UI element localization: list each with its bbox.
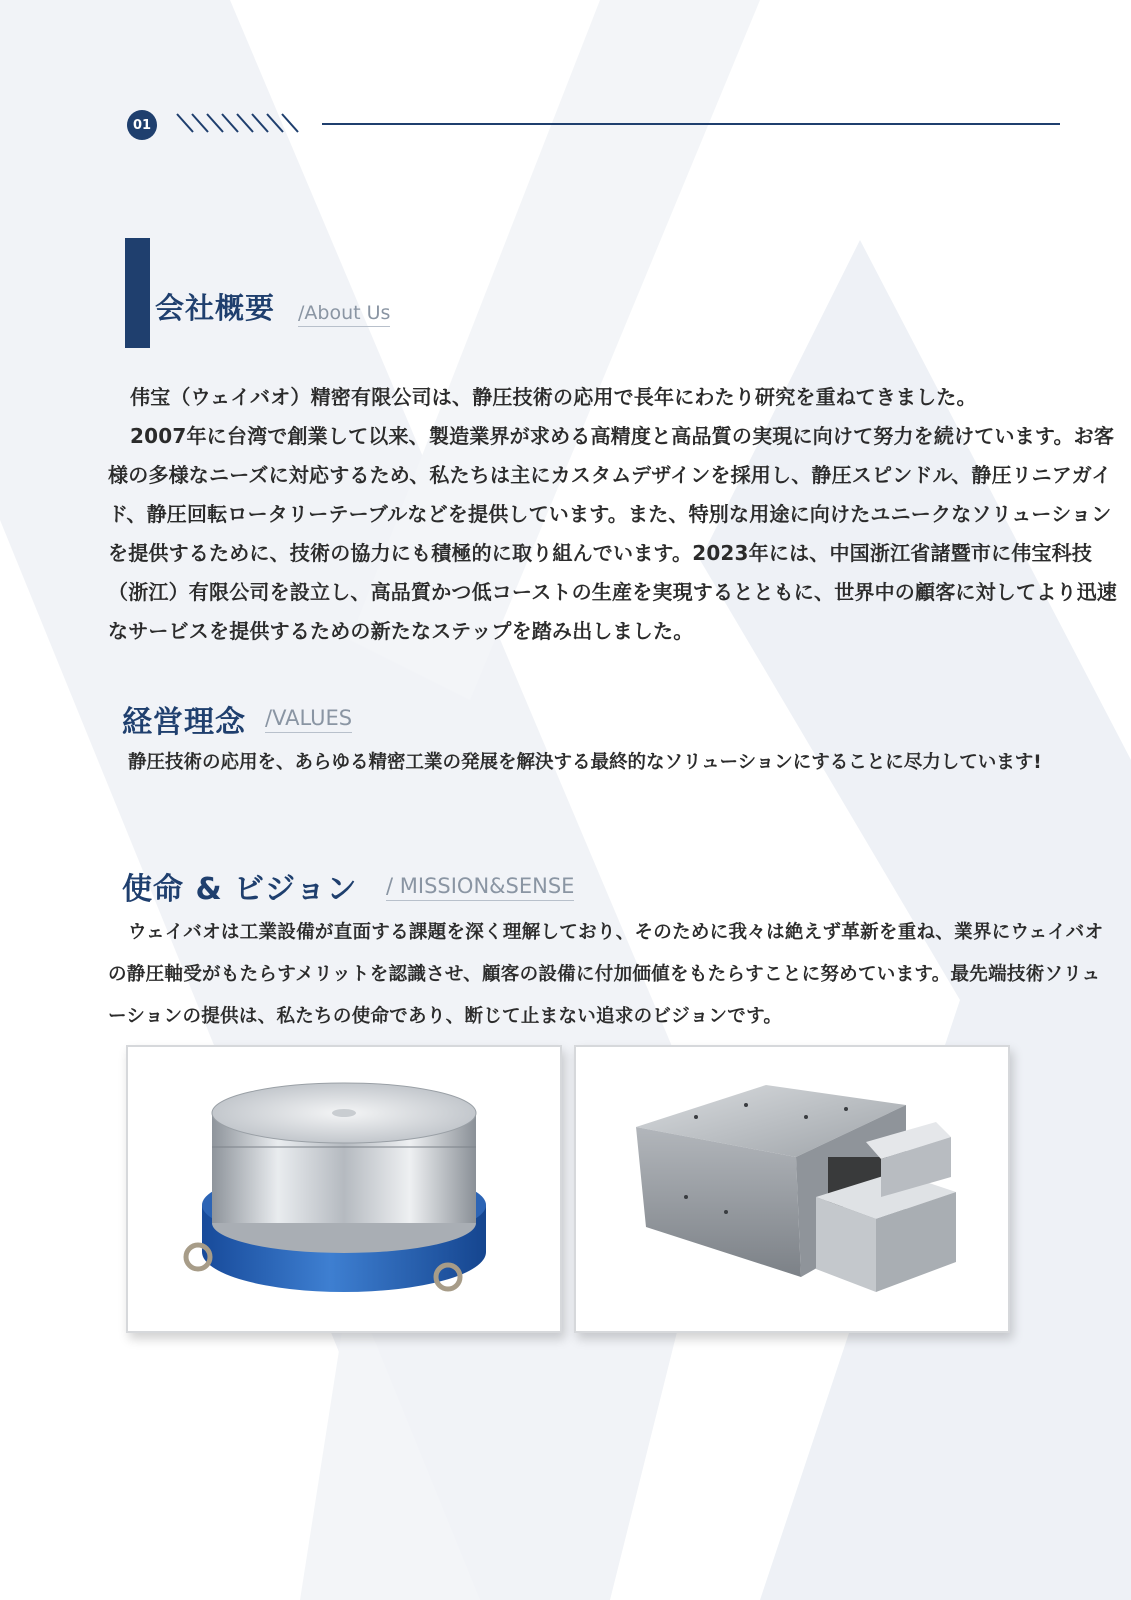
mission-subtitle: / MISSION&SENSE (386, 874, 574, 901)
about-subtitle: /About Us (298, 302, 390, 327)
header-rule (322, 123, 1060, 125)
about-paragraph-1: 伟宝（ウェイバオ）精密有限公司は、静圧技術の応用で長年にわたり研究を重ねてきました。 (130, 385, 977, 409)
about-body (108, 378, 1120, 651)
hatch-decoration (175, 112, 310, 136)
mission-body: ウェイバオは工業設備が直面する課題を深く理解しており、そのために我々は絶えず革新を重ね、業界にウェイバオの静圧軸受がもたらすメリットを認識させ、顧客の設備に付加価値をもたらすことに努めています。最先端技術ソリューションの提供は、私たちの使命であり、断じて止まない追求のビジョンです。 (108, 922, 1104, 1027)
section-accent-bar (125, 238, 150, 348)
about-title: 会社概要 (155, 291, 276, 325)
values-subtitle: /VALUES (265, 706, 352, 733)
linear-stage-photo (574, 1045, 1010, 1333)
rotary-table-photo (126, 1045, 562, 1333)
values-title: 経営理念 (122, 705, 246, 740)
page-number-badge: 01 (127, 110, 157, 140)
mission-title: 使命 & ビジョン (122, 872, 358, 907)
values-body: 静圧技術の応用を、あらゆる精密工業の発展を解決する最終的なソリューションにすることに尽力しています! (128, 752, 1042, 773)
about-paragraph-2: 2007年に台湾で創業して以来、製造業界が求める高精度と高品質の実現に向けて努力を続けています。お客様の多様なニーズに対応するため、私たちは主にカスタムデザインを採用し、静圧スピンドル、静圧リニアガイド、静圧回転ロータリーテーブルなどを提供しています。また、特別な用途に向けたユニークなソリューションを提供するために、技術の協力にも積極的に取り組んでいます。2023年には、中国浙江省諸暨市に伟宝科技（浙江）有限公司を設立し、高品質かつ低コーストの生産を実現するとともに、世界中の顧客に対してより迅速なサービスを提供するための新たなステップを踏み出しました。 (108, 424, 1117, 643)
